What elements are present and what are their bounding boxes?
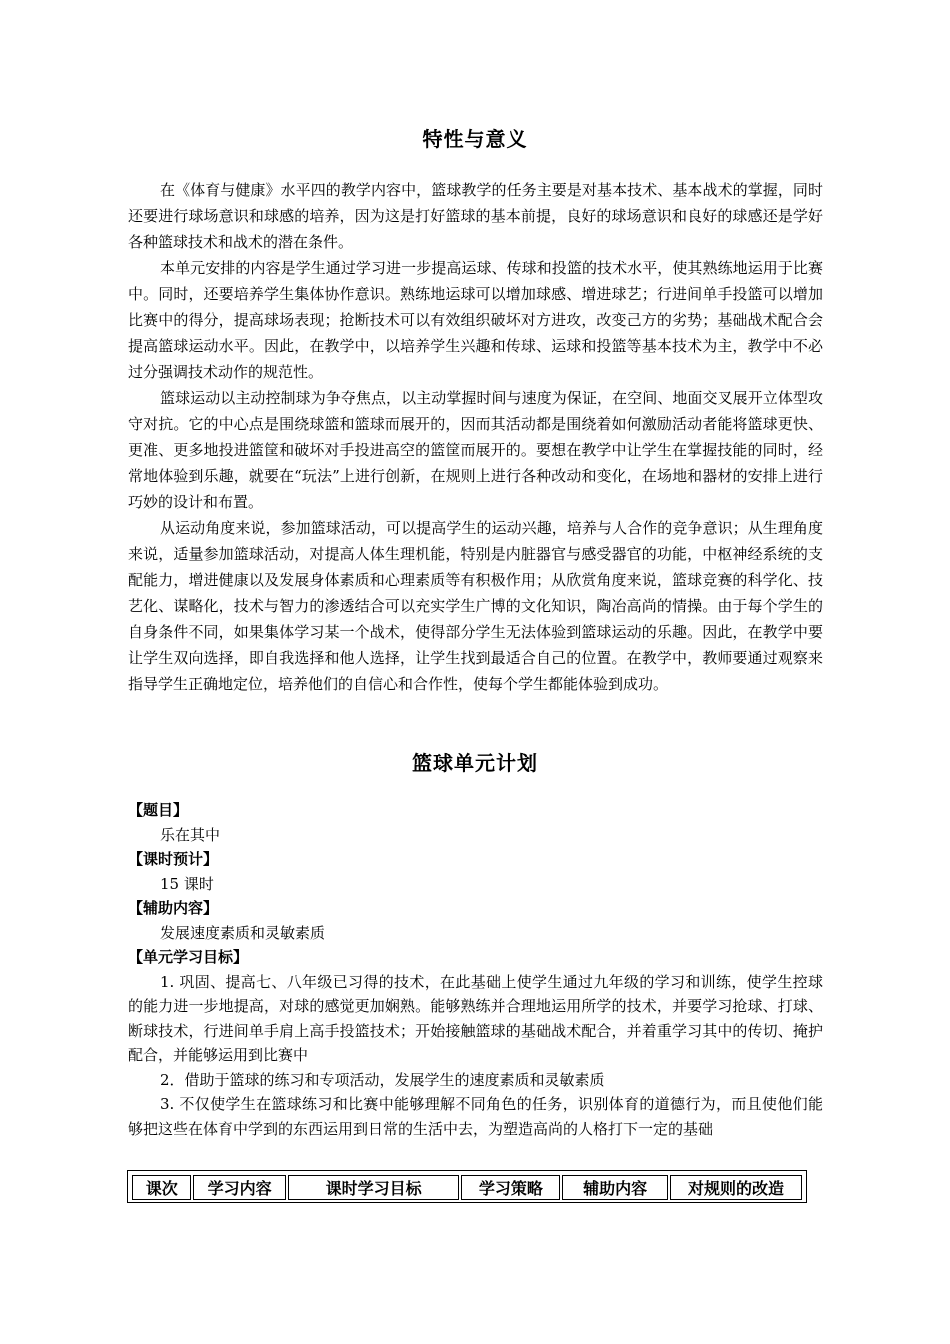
header-learning-strategy: 学习策略 bbox=[461, 1175, 560, 1200]
aux-content-value: 发展速度素质和灵敏素质 bbox=[160, 923, 326, 942]
paragraph: 本单元安排的内容是学生通过学习进一步提高运球、传球和投篮的技术水平，使其熟练地运用于比赛中。同时，还要培养学生集体协作意识。熟练地运球可以增加球感、增进球艺；行进间单手投篮可以增加比赛中的得分，提高球场表现；抢断技术可以有效组织破坏对方进攻，改变己方的劣势；基础战术配合会提高篮球运动水平。因此，在教学中，以培养学生兴趣和传球、运球和投篮等基本技术为主，教学中不必过分强调技术动作的规范性。 bbox=[128, 259, 823, 381]
topic-label: 【题目】 bbox=[128, 801, 189, 819]
hours-value: 15 课时 bbox=[160, 874, 214, 893]
unit-goal-item: 3. 不仅使学生在篮球练习和比赛中能够理解不同角色的任务，识别体育的道德行为，而且使他们能够把这些在体育中学到的东西运用到日常的生活中去，为塑造高尚的人格打下一定的基础 bbox=[128, 1095, 823, 1138]
hours-label: 【课时预计】 bbox=[128, 850, 219, 868]
unit-plan bbox=[128, 798, 823, 1141]
table-header-row bbox=[132, 1175, 802, 1200]
paragraph: 在《体育与健康》水平四的教学内容中，篮球教学的任务主要是对基本技术、基本战术的掌握，同时还要进行球场意识和球感的培养，因为这是打好篮球的基本前提，良好的球场意识和良好的球感还是学好各种篮球技术和战术的潜在条件。 bbox=[128, 181, 823, 251]
characteristics-body bbox=[128, 177, 823, 697]
paragraph: 篮球运动以主动控制球为争夺焦点，以主动掌握时间与速度为保证，在空间、地面交叉展开立体型攻守对抗。它的中心点是围绕球篮和篮球而展开的，因而其活动都是围绕着如何激励活动者能将篮球更快、更准、更多地投进篮筐和破坏对手投进高空的篮筐而展开的。要想在教学中让学生在掌握技能的同时，经常地体验到乐趣，就要在“玩法”上进行创新，在规则上进行各种改动和变化，在场地和器材的安排上进行巧妙的设计和布置。 bbox=[128, 389, 823, 511]
topic-value: 乐在其中 bbox=[160, 825, 221, 844]
header-lesson-number: 课次 bbox=[132, 1175, 191, 1200]
unit-goal-item: 2．借助于篮球的练习和专项活动，发展学生的速度素质和灵敏素质 bbox=[160, 1070, 605, 1089]
unit-goal-item: 1. 巩固、提高七、八年级已习得的技术，在此基础上使学生通过九年级的学习和训练，使学生控球的能力进一步地提高，对球的感觉更加娴熟。能够熟练并合理地运用所学的技术，并要学习抢球、打球、断球技术，行进间单手肩上高手投篮技术；开始接触篮球的基础战术配合，并着重学习其中的传切、掩护配合，并能够运用到比赛中 bbox=[128, 972, 823, 1064]
unit-goals-label: 【单元学习目标】 bbox=[128, 948, 249, 966]
header-learning-content: 学习内容 bbox=[193, 1175, 285, 1200]
paragraph: 从运动角度来说，参加篮球活动，可以提高学生的运动兴趣，培养与人合作的竞争意识；从生理角度来说，适量参加篮球活动，对提高人体生理机能，特别是内脏器官与感受器官的功能，中枢神经系统的支配能力，增进健康以及发展身体素质和心理素质等有积极作用；从欣赏角度来说，篮球竞赛的科学化、技艺化、谋略化，技术与智力的渗透结合可以充实学生广博的文化知识，陶冶高尚的情操。由于每个学生的自身条件不同，如果集体学习某一个战术，使得部分学生无法体验到篮球运动的乐趣。因此，在教学中要让学生双向选择，即自我选择和他人选择，让学生找到最适合自己的位置。在教学中，教师要通过观察来指导学生正确地定位，培养他们的自信心和合作性，使每个学生都能体验到成功。 bbox=[128, 519, 823, 693]
aux-content-label: 【辅助内容】 bbox=[128, 899, 219, 917]
lesson-plan-table bbox=[127, 1170, 807, 1203]
section-title-unit-plan: 篮球单元计划 bbox=[412, 751, 538, 775]
header-rule-modification: 对规则的改造 bbox=[670, 1175, 802, 1200]
section-title-characteristics: 特性与意义 bbox=[422, 127, 528, 151]
header-aux-content: 辅助内容 bbox=[562, 1175, 668, 1200]
header-lesson-goals: 课时学习目标 bbox=[288, 1175, 460, 1200]
